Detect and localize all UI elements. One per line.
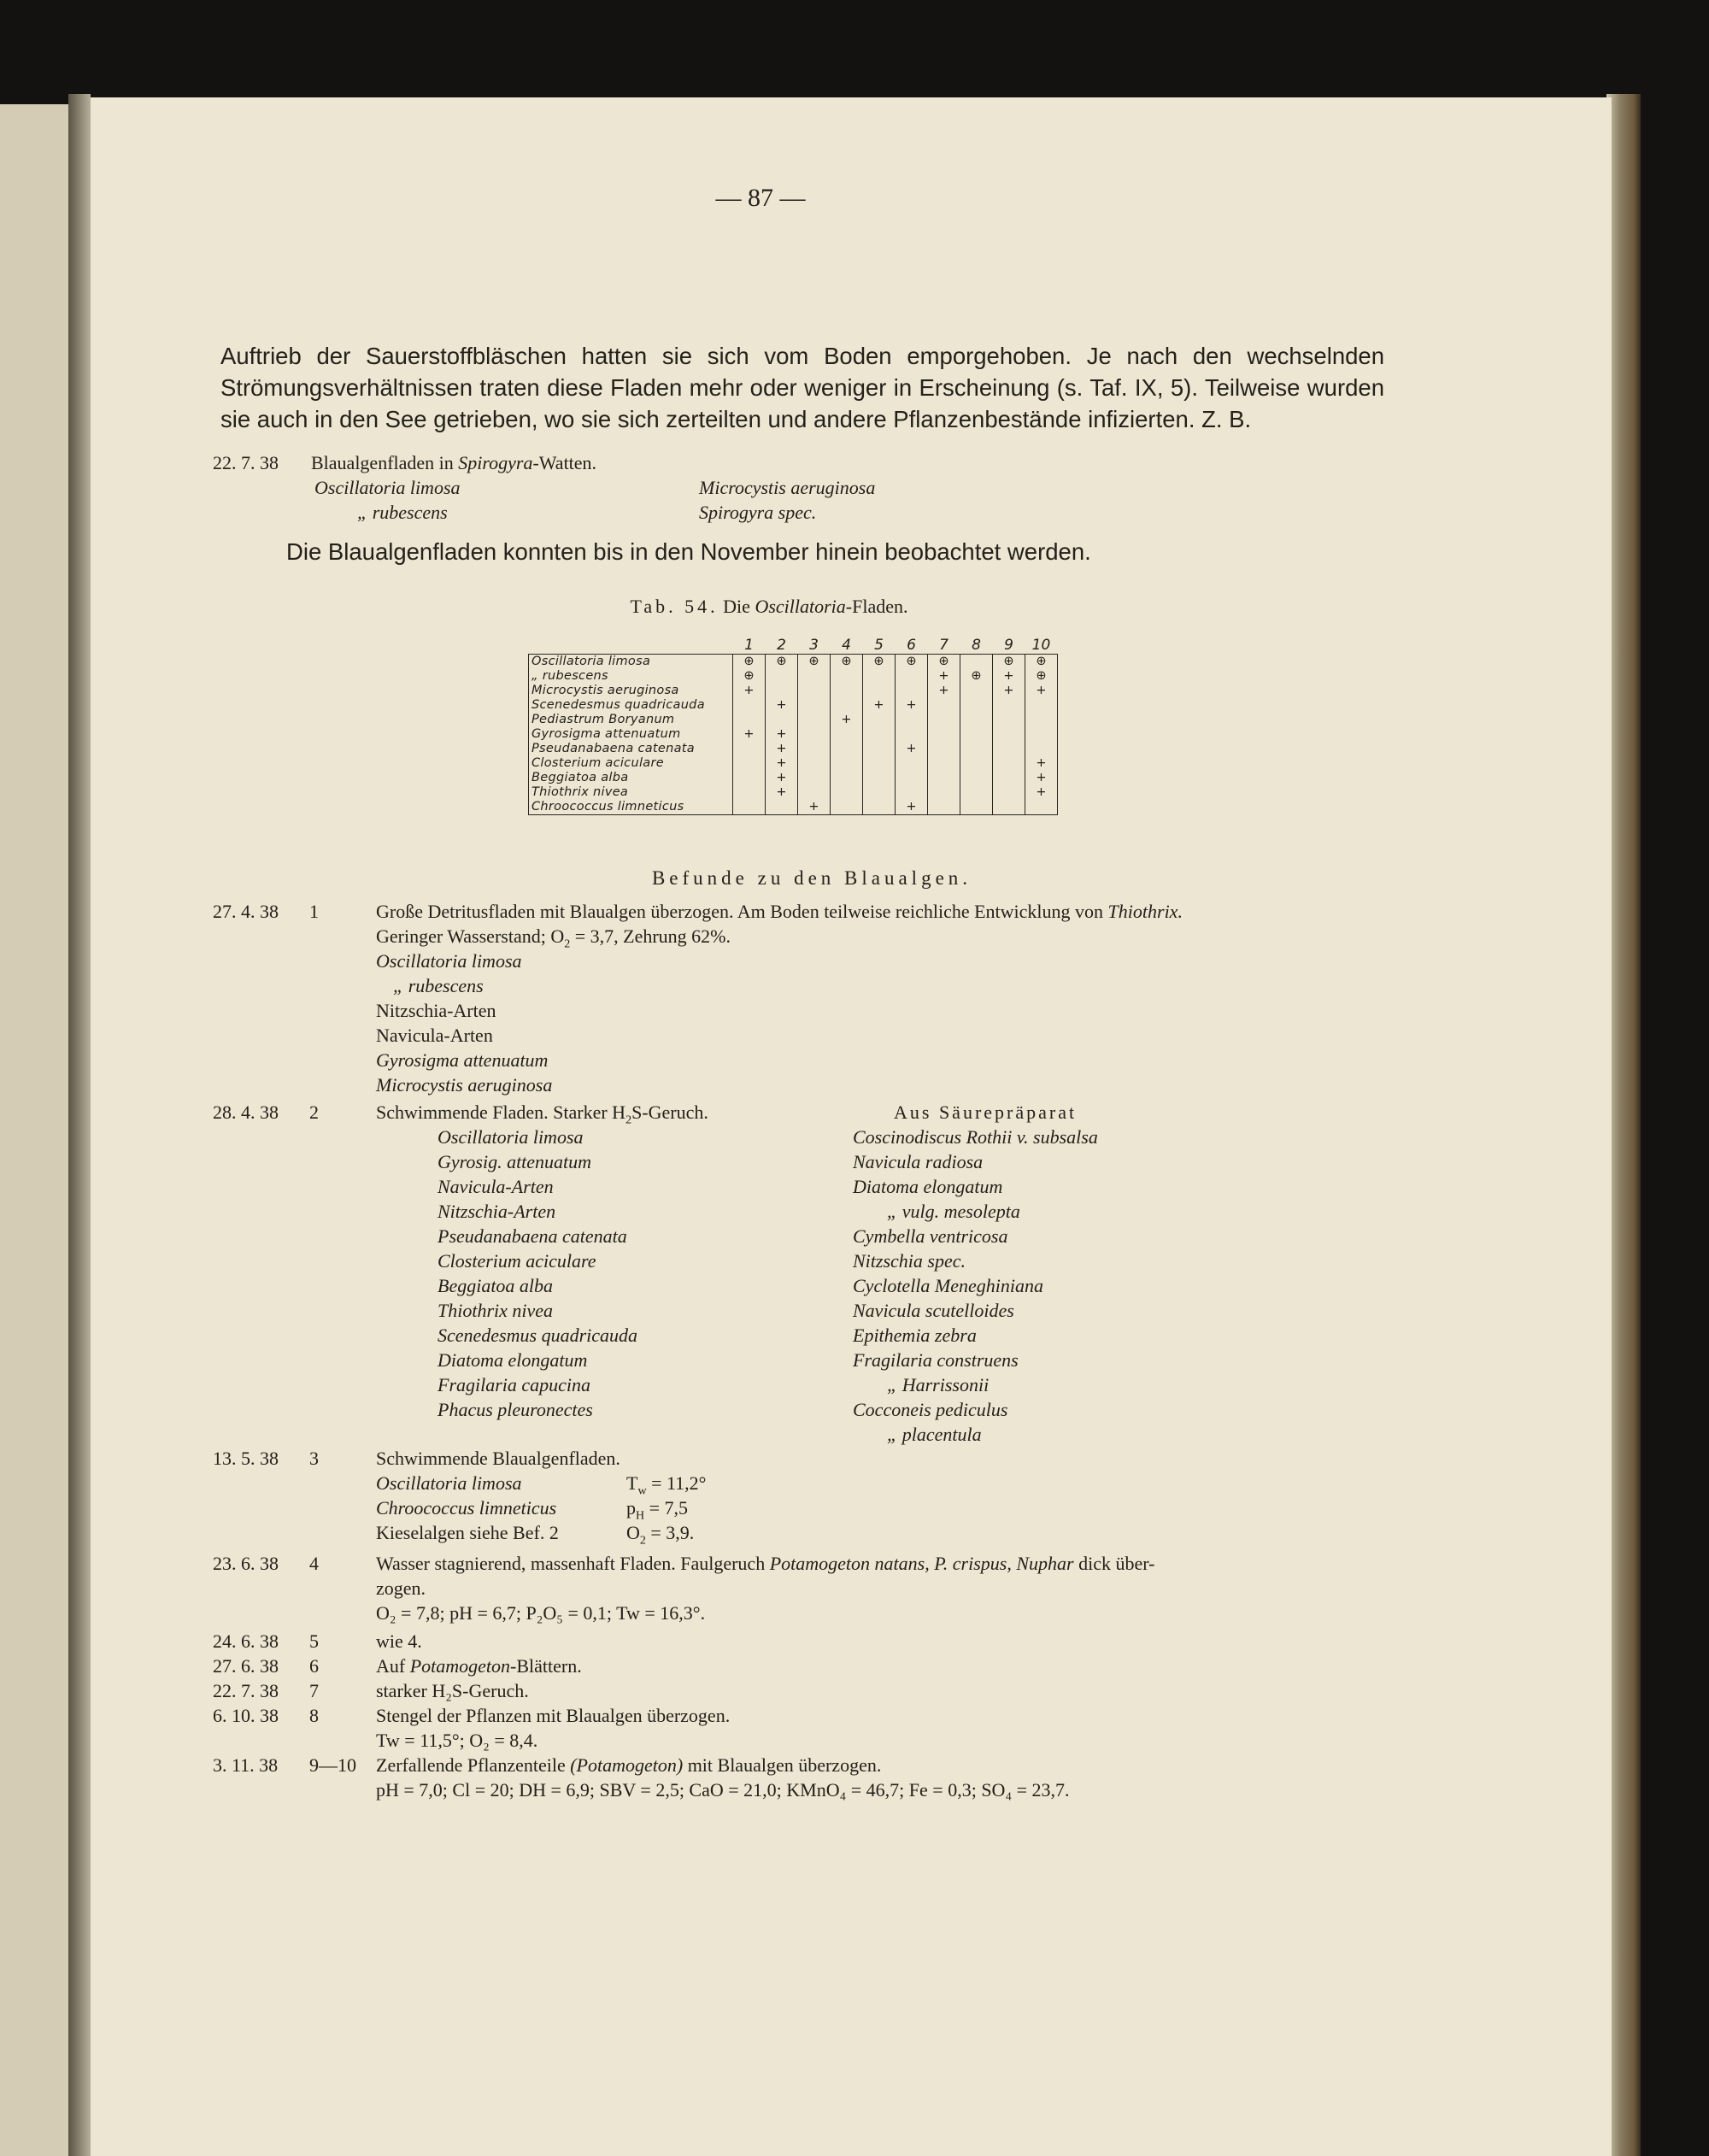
occurrence-cell xyxy=(960,655,993,670)
occurrence-cell: + xyxy=(928,669,960,684)
occurrence-cell xyxy=(733,756,766,771)
occurrence-cell: + xyxy=(1025,756,1058,771)
entry-species: Scenedesmus quadricauda xyxy=(438,1325,638,1346)
entry-species: Gyrosigma attenuatum xyxy=(376,1049,549,1071)
entry-date: 27. 6. 38 xyxy=(213,1655,279,1677)
entry-number: 7 xyxy=(309,1680,319,1701)
entry-species: Epithemia zebra xyxy=(853,1325,977,1346)
occurrence-cell: ⊕ xyxy=(831,655,863,670)
occurrence-cell xyxy=(928,800,960,815)
occurrence-cell xyxy=(733,771,766,785)
entry-measurements: O₂ = 7,8; pH = 6,7; P₂O₅ = 0,1; Tw = 16,3°. xyxy=(376,1602,706,1624)
occurrence-cell xyxy=(993,742,1025,756)
occurrence-cell xyxy=(766,669,798,684)
entry-species: Oscillatoria limosa xyxy=(376,950,522,972)
table-row xyxy=(529,771,1058,785)
occurrence-cell: + xyxy=(733,684,766,698)
occurrence-cell: ⊕ xyxy=(798,655,831,670)
col-header: 7 xyxy=(939,637,948,654)
occurrence-cell xyxy=(733,742,766,756)
entry-species: Cocconeis pediculus xyxy=(853,1399,1008,1420)
entry-measurements: Tw = 11,5°; O₂ = 8,4. xyxy=(376,1730,538,1751)
occurrence-cell xyxy=(863,713,896,727)
table-caption: Tab. 54. Die Oscillatoria-Fladen. xyxy=(630,596,908,617)
table-row xyxy=(529,655,1058,670)
entry-measurements: pH = 7,0; Cl = 20; DH = 6,9; SBV = 2,5; CaO = 21,0; KMnO₄ = 46,7; Fe = 0,3; SO₄ = 23,7. xyxy=(376,1779,1070,1801)
occurrence-cell: + xyxy=(1025,785,1058,800)
befunde-title: Befunde zu den Blaualgen. xyxy=(651,867,972,889)
occurrence-cell xyxy=(733,713,766,727)
occurrence-cell xyxy=(798,727,831,742)
occurrence-cell xyxy=(928,698,960,713)
occurrence-cell xyxy=(863,785,896,800)
occurrence-cell: ⊕ xyxy=(928,655,960,670)
entry-species: „ vulg. mesolepta xyxy=(887,1201,1020,1222)
col-header: 5 xyxy=(874,637,884,654)
col-header: 10 xyxy=(1031,637,1051,654)
occurrence-cell: + xyxy=(896,698,928,713)
occurrence-cell xyxy=(863,800,896,815)
entry-text-line2: zogen. xyxy=(376,1577,426,1599)
entry-date: 27. 4. 38 xyxy=(213,901,279,922)
species-name: Oscillatoria limosa xyxy=(529,655,733,670)
occurrence-cell: ⊕ xyxy=(766,655,798,670)
occurrence-cell: ⊕ xyxy=(1025,655,1058,670)
occurrence-cell: + xyxy=(863,698,896,713)
occurrence-cell xyxy=(993,800,1025,815)
entry-species: Fragilaria construens xyxy=(853,1349,1019,1371)
col-header: 6 xyxy=(907,637,916,654)
example-date: 22. 7. 38 xyxy=(213,452,279,473)
occurrence-cell xyxy=(798,756,831,771)
occurrence-cell xyxy=(896,771,928,785)
example-species-right-2: Spirogyra spec. xyxy=(699,502,817,523)
occurrence-cell xyxy=(798,771,831,785)
entry-note: Kieselalgen siehe Bef. 2 xyxy=(376,1522,559,1543)
entry-text: wie 4. xyxy=(376,1630,422,1652)
entry-species: Nitzschia-Arten xyxy=(376,1000,496,1021)
measurement: $O_2 = 3,9$. xyxy=(626,1522,695,1548)
occurrence-cell xyxy=(831,669,863,684)
occurrence-cell xyxy=(766,800,798,815)
occurrence-cell: + xyxy=(896,800,928,815)
col-header: 1 xyxy=(744,637,754,654)
entry-species: Closterium aciculare xyxy=(438,1250,596,1272)
entry-species: Diatoma elongatum xyxy=(438,1349,588,1371)
occurrence-cell xyxy=(993,727,1025,742)
entry-species: Fragilaria capucina xyxy=(438,1374,591,1395)
occurrence-cell xyxy=(960,785,993,800)
intro-text: Auftrieb der Sauerstoffbläschen hatten sie sich vom Boden emporgehoben. Je nach den wechselnden Strömungsverhältnissen traten diese Fladen mehr oder weniger in Erscheinung (s. Taf. IX, 5). Teilweise wurden sie auch in den See getrieben, wo sie sich zerteilten und andere Pflanzenbestände infizierten. Z. B. xyxy=(220,343,1384,432)
occurrence-cell xyxy=(831,785,863,800)
occurrence-cell xyxy=(896,756,928,771)
entry-text: Große Detritusfladen mit Blaualgen überzogen. Am Boden teilweise reichliche Entwicklung von Thiothrix. xyxy=(376,901,1183,922)
table-row xyxy=(529,785,1058,800)
species-name: Thiothrix nivea xyxy=(529,785,733,800)
entry-text-line2: Geringer Wasserstand; $O_2 = 3,7$, Zehrung 62%. xyxy=(376,925,731,951)
entry-species: Cymbella ventricosa xyxy=(853,1225,1008,1247)
table-row xyxy=(529,669,1058,684)
entry-number: 2 xyxy=(309,1101,319,1123)
occurrence-cell xyxy=(896,684,928,698)
entry-date: 13. 5. 38 xyxy=(213,1448,279,1469)
entry-species: „ rubescens xyxy=(393,975,484,996)
occurrence-cell: + xyxy=(993,684,1025,698)
col-header: 8 xyxy=(972,637,981,654)
table-row xyxy=(529,684,1058,698)
occurrence-cell xyxy=(896,727,928,742)
occurrence-cell xyxy=(993,756,1025,771)
occurrence-cell: ⊕ xyxy=(863,655,896,670)
entry-species: Nitzschia-Arten xyxy=(438,1201,556,1222)
table-header-row xyxy=(529,637,1058,655)
example-species-left-1: Oscillatoria limosa xyxy=(314,477,461,498)
entry-number: 6 xyxy=(309,1655,319,1677)
occurrence-cell xyxy=(993,713,1025,727)
occurrence-cell: + xyxy=(766,698,798,713)
occurrence-table xyxy=(528,637,1058,815)
occurrence-cell xyxy=(993,698,1025,713)
occurrence-cell: + xyxy=(798,800,831,815)
entry-species: Pseudanabaena catenata xyxy=(438,1225,627,1247)
occurrence-cell xyxy=(1025,713,1058,727)
occurrence-cell: + xyxy=(766,756,798,771)
col-header: 3 xyxy=(809,637,819,654)
occurrence-cell: + xyxy=(766,771,798,785)
entry-species: Thiothrix nivea xyxy=(438,1300,554,1321)
occurrence-cell xyxy=(960,800,993,815)
entry-species: Nitzschia spec. xyxy=(853,1250,966,1272)
occurrence-cell xyxy=(960,727,993,742)
occurrence-cell xyxy=(863,742,896,756)
species-name: Beggiatoa alba xyxy=(529,771,733,785)
book-gutter xyxy=(68,94,91,2156)
species-name: Closterium aciculare xyxy=(529,756,733,771)
occurrence-cell: + xyxy=(993,669,1025,684)
table-row xyxy=(529,800,1058,815)
measurement: $T_w = 11,2^\circ$ xyxy=(626,1472,707,1498)
occurrence-cell xyxy=(863,669,896,684)
occurrence-cell xyxy=(928,771,960,785)
entry-text: Schwimmende Fladen. Starker $H_2S$-Geruch. xyxy=(376,1101,708,1127)
occurrence-cell xyxy=(798,713,831,727)
occurrence-cell xyxy=(798,669,831,684)
occurrence-cell xyxy=(766,713,798,727)
occurrence-cell: + xyxy=(766,785,798,800)
occurrence-cell xyxy=(863,771,896,785)
entry-number: 3 xyxy=(309,1448,319,1469)
entry-species: Navicula-Arten xyxy=(376,1025,493,1046)
entry-species: Oscillatoria limosa xyxy=(376,1472,522,1494)
occurrence-cell xyxy=(1025,800,1058,815)
occurrence-cell: + xyxy=(928,684,960,698)
entry-date: 6. 10. 38 xyxy=(213,1705,279,1726)
occurrence-cell xyxy=(863,756,896,771)
entry-text: Schwimmende Blaualgenfladen. xyxy=(376,1448,620,1469)
species-name: Microcystis aeruginosa xyxy=(529,684,733,698)
occurrence-cell xyxy=(1025,742,1058,756)
occurrence-cell xyxy=(960,742,993,756)
occurrence-cell: ⊕ xyxy=(896,655,928,670)
occurrence-cell: + xyxy=(1025,771,1058,785)
occurrence-cell xyxy=(798,684,831,698)
entry-species: Chroococcus limneticus xyxy=(376,1497,557,1519)
occurrence-cell xyxy=(960,713,993,727)
species-name: Gyrosigma attenuatum xyxy=(529,727,733,742)
occurrence-cell xyxy=(831,771,863,785)
occurrence-cell: ⊕ xyxy=(960,669,993,684)
intro-paragraph xyxy=(220,340,1384,435)
occurrence-cell xyxy=(960,771,993,785)
occurrence-cell xyxy=(896,785,928,800)
occurrence-cell xyxy=(1025,727,1058,742)
occurrence-cell xyxy=(960,684,993,698)
species-name: Chroococcus limneticus xyxy=(529,800,733,815)
occurrence-cell xyxy=(831,800,863,815)
occurrence-cell xyxy=(831,742,863,756)
entry-number: 4 xyxy=(309,1553,319,1574)
example-species-left-2: „ rubescens xyxy=(357,502,448,523)
occurrence-cell xyxy=(928,727,960,742)
entry-date: 23. 6. 38 xyxy=(213,1553,279,1574)
table-row xyxy=(529,727,1058,742)
acid-preparation-title: Aus Säurepräparat xyxy=(894,1101,1078,1123)
col-header: 4 xyxy=(842,637,851,654)
entry-species: Navicula-Arten xyxy=(438,1176,554,1197)
occurrence-cell: + xyxy=(766,742,798,756)
occurrence-cell xyxy=(960,756,993,771)
entry-text: Zerfallende Pflanzenteile (Potamogeton) mit Blaualgen überzogen. xyxy=(376,1754,882,1776)
table-row xyxy=(529,742,1058,756)
occurrence-cell xyxy=(863,727,896,742)
occurrence-cell xyxy=(960,698,993,713)
col-header: 9 xyxy=(1004,637,1013,654)
species-name: Pseudanabaena catenata xyxy=(529,742,733,756)
page-stack-edge xyxy=(1606,94,1641,2156)
col-header: 2 xyxy=(777,637,786,654)
entry-number: 9—10 xyxy=(309,1754,356,1776)
entry-species: „ placentula xyxy=(887,1424,982,1445)
entry-species: Microcystis aeruginosa xyxy=(376,1074,553,1096)
entry-number: 1 xyxy=(309,901,319,922)
occurrence-cell xyxy=(798,698,831,713)
occurrence-cell xyxy=(733,800,766,815)
entry-text: Wasser stagnierend, massenhaft Fladen. Faulgeruch Potamogeton natans, P. crispus, Nuphar dick über- xyxy=(376,1553,1155,1574)
occurrence-cell xyxy=(896,713,928,727)
table-body xyxy=(529,655,1058,815)
entry-species: Phacus pleuronectes xyxy=(438,1399,593,1420)
example-species-right-1: Microcystis aeruginosa xyxy=(699,477,876,498)
entry-text: Stengel der Pflanzen mit Blaualgen überzogen. xyxy=(376,1705,731,1726)
entry-date: 24. 6. 38 xyxy=(213,1630,279,1652)
occurrence-cell xyxy=(993,785,1025,800)
occurrence-cell: + xyxy=(766,727,798,742)
species-name: Pediastrum Boryanum xyxy=(529,713,733,727)
entry-text: Auf Potamogeton-Blättern. xyxy=(376,1655,582,1677)
occurrence-cell xyxy=(733,698,766,713)
species-name: Scenedesmus quadricauda xyxy=(529,698,733,713)
occurrence-cell xyxy=(798,785,831,800)
occurrence-cell xyxy=(733,785,766,800)
left-page-edge xyxy=(0,104,70,2156)
entry-species: Beggiatoa alba xyxy=(438,1275,554,1296)
entry-number: 5 xyxy=(309,1630,319,1652)
measurement: $p_H = 7,5$ xyxy=(626,1497,689,1523)
occurrence-cell: ⊕ xyxy=(733,669,766,684)
entry-species: Navicula radiosa xyxy=(853,1151,984,1172)
occurrence-cell: + xyxy=(1025,684,1058,698)
entry-number: 8 xyxy=(309,1705,319,1726)
entry-species: Diatoma elongatum xyxy=(853,1176,1003,1197)
occurrence-cell: ⊕ xyxy=(733,655,766,670)
occurrence-cell: + xyxy=(831,713,863,727)
occurrence-cell xyxy=(993,771,1025,785)
species-name: „ rubescens xyxy=(529,669,733,684)
entry-date: 22. 7. 38 xyxy=(213,1680,279,1701)
occurrence-cell xyxy=(798,742,831,756)
example-lead: Blaualgenfladen in Spirogyra-Watten. xyxy=(311,452,597,473)
table-row xyxy=(529,713,1058,727)
occurrence-cell xyxy=(928,713,960,727)
occurrence-cell xyxy=(831,698,863,713)
page-number: — 87 — xyxy=(715,184,806,212)
occurrence-cell xyxy=(831,684,863,698)
entry-species: Oscillatoria limosa xyxy=(438,1126,584,1148)
occurrence-cell xyxy=(863,684,896,698)
occurrence-cell: + xyxy=(733,727,766,742)
closing-sentence: Die Blaualgenfladen konnten bis in den November hinein beobachtet werden. xyxy=(286,538,1091,565)
table-row xyxy=(529,698,1058,713)
entry-species: Coscinodiscus Rothii v. subsalsa xyxy=(853,1126,1098,1148)
entry-date: 3. 11. 38 xyxy=(213,1754,279,1776)
entry-date: 28. 4. 38 xyxy=(213,1101,279,1123)
table-row xyxy=(529,756,1058,771)
entry-species: Gyrosig. attenuatum xyxy=(438,1151,592,1172)
occurrence-cell: ⊕ xyxy=(993,655,1025,670)
occurrence-cell: ⊕ xyxy=(1025,669,1058,684)
entry-text: starker H₂S-Geruch. xyxy=(376,1680,529,1701)
entry-species: Cyclotella Meneghiniana xyxy=(853,1275,1043,1296)
occurrence-cell: + xyxy=(896,742,928,756)
entry-species: Navicula scutelloides xyxy=(853,1300,1014,1321)
occurrence-cell xyxy=(766,684,798,698)
occurrence-cell xyxy=(1025,698,1058,713)
occurrence-cell xyxy=(896,669,928,684)
occurrence-cell xyxy=(928,742,960,756)
entry-species: „ Harrissonii xyxy=(887,1374,990,1395)
occurrence-cell xyxy=(928,756,960,771)
occurrence-cell xyxy=(831,756,863,771)
occurrence-cell xyxy=(928,785,960,800)
occurrence-cell xyxy=(831,727,863,742)
